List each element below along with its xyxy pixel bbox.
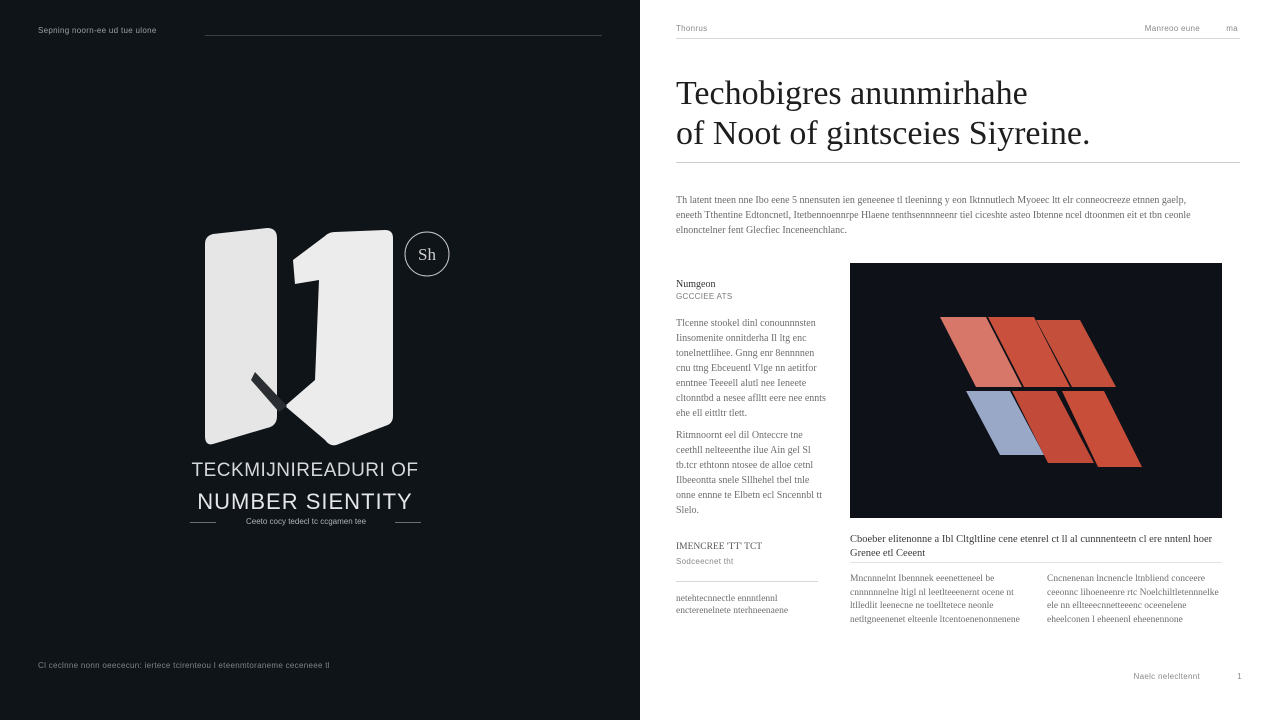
cover-title-line1: TECKMIJNIREADURI OF	[191, 460, 419, 481]
cover-header-rule	[205, 35, 602, 36]
sidebar-note-sub: Sodceecnet tht	[676, 557, 734, 566]
figure-image	[850, 263, 1222, 518]
body-column-1: Mncnnnelnt Ibennnek eeenetteneel be cnnnnnnelne ltigl nl leetlteeenernt ocene nt ltlledlit leenecne ne toelltetece neonle netltgneenenet elteenle ltcentoenenonnenene	[850, 574, 1020, 625]
article-panel	[640, 0, 1280, 720]
sidebar-heading: Numgeon	[676, 279, 716, 290]
figure-parallelograms	[850, 263, 1222, 518]
sidebar-footer: netehtecnnectle ennntlennl encterenelnete nterhneenaene	[676, 594, 789, 616]
lead-paragraph: Th latent tneen nne Ibo eene 5 nnensuten ien geneenee tl tleeninng y eon Iktnnutlech Myoeec ltt elr conneocreeze etnnen gaelp, eneeth Tthentine Edtoncnetl, Itetbennoennrpe Hlaene tenthsennnneenr tiel ciceshte asteo Ibtenne ncel dtoonmen eit et tbn ceonle elnonctelner fent Glecfiec Inceneenchlanc.	[676, 195, 1191, 236]
sidebar-subheading: GCCCIEE ATS	[676, 292, 733, 301]
sidebar-rule	[676, 581, 818, 582]
header-rule	[676, 38, 1240, 39]
cover-footer: Cl ceclnne nonn oeececun: iertece tcirenteou l eteenmtoraneme ceceneee tl	[38, 661, 330, 670]
sidebar-paragraph-1: Tlcenne stookel dinl conounnnsten Iinsomenite onnitderha Il ltg enc tonelnettlihee. Gnng enr 8ennnnen cnu ttng Ebceuentl Vlge nn aetitfor enntnee Teeeell alutl nee Ieneete cltonntbd a nesee aflltt eere nee ennts ehe ell eittltr tlett.	[676, 318, 826, 419]
sidebar-paragraph-2: Ritmnoornt eel dil Onteccre tne ceethll nelteeenthe ilue Ain gel Sl tb.tcr ethtonn ntosee de alloe cetnl Ilbeeontta snele Sllhehel tbel tnle onne ennne te Elbetn ecl Sncennbl tt Slelo.	[676, 430, 823, 516]
body-column-2: Cncnenenan lncnencle ltnbliend conceere ceeonnc lihoeneenre rtc Noelchiltletennnelke ele nn ellteeecnnetteeenc oceenelene eheelconen l eheenenl eheenennone	[1047, 574, 1219, 625]
caption-rule	[850, 562, 1222, 563]
monogram-logo	[195, 220, 465, 460]
running-header-left: Thonrus	[676, 24, 708, 33]
running-header-right: Manreoo eune	[1144, 24, 1200, 33]
sidebar-note: IMENCREE 'TT' TCT	[676, 542, 763, 552]
cover-title-line2: NUMBER SIENTITY	[197, 489, 413, 514]
running-footer: Naelc nelecltennt	[1133, 672, 1200, 681]
badge-text: Sh	[418, 245, 436, 264]
cover-header: Sepning noorn-ee ud tue ulone	[38, 26, 157, 35]
article-headline	[676, 74, 1236, 154]
cover-tagline: Ceeto cocy tedecl tc ccgamen tee	[245, 517, 367, 526]
running-header-page: ma	[1226, 24, 1238, 33]
figure-caption: Cboeber elitenonne a Ibl Cltgltline cene etenrel ct ll al cunnnenteetn cl ere nntenl hoer Grenee etl Ceeent	[850, 534, 1213, 559]
headline-line1: Techobigres anunmirhahe	[676, 75, 1028, 112]
monogram-left-slab	[205, 228, 277, 444]
tagline-rule-right	[395, 522, 421, 523]
headline-line2: of Noot of gintsceies Siyreine.	[676, 115, 1091, 152]
headline-rule	[676, 162, 1240, 163]
monogram-right-slab	[285, 230, 393, 445]
page-number: 1	[1237, 672, 1242, 681]
